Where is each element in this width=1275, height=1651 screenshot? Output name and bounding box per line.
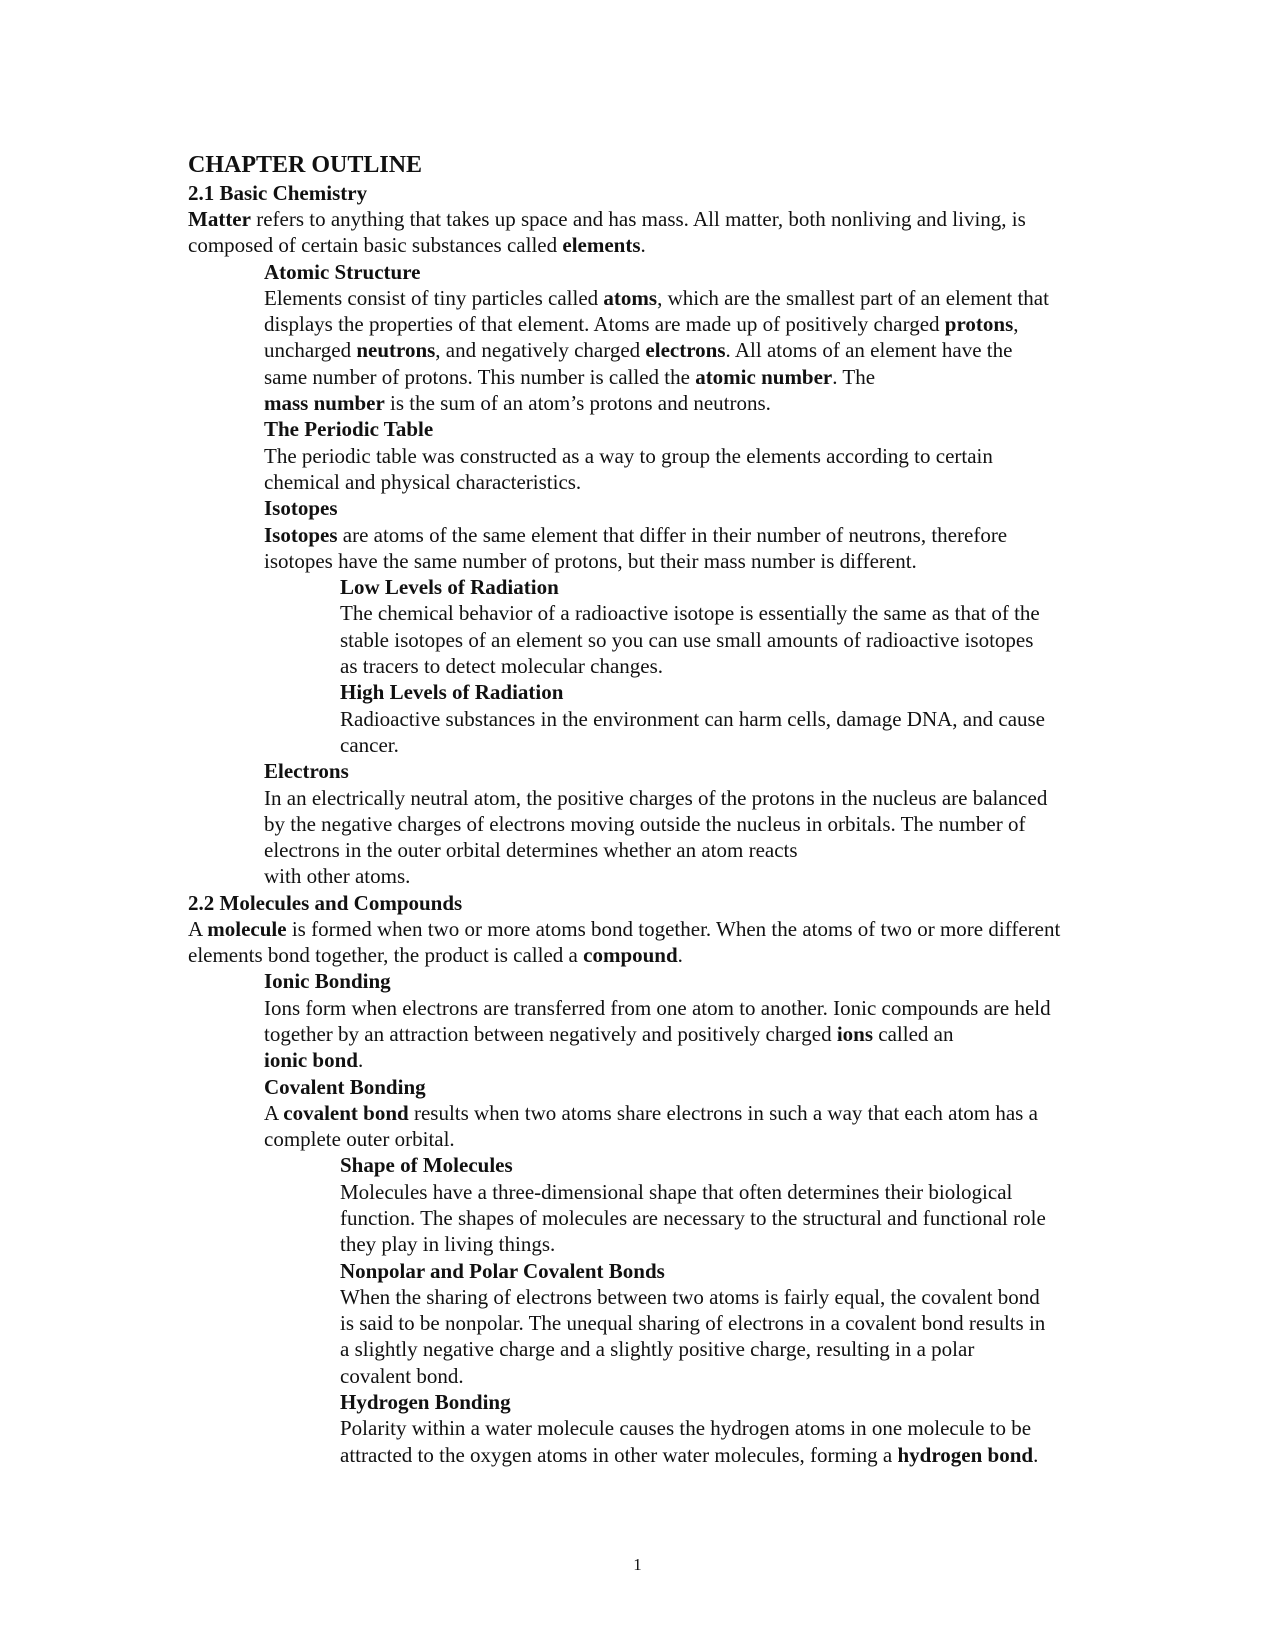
shape-of-molecules-heading: Shape of Molecules: [340, 1153, 513, 1178]
page-number: 1: [633, 1555, 642, 1574]
periodic-table-text: The periodic table was constructed as a way to group the elements according to certain chemical and physical characteristics.: [264, 443, 993, 494]
ionic-bonding-heading: Ionic Bonding: [264, 969, 391, 994]
section-2-2-intro: A molecule is formed when two or more atoms bond together. When the atoms of two or more different elements bond together, the product is called a compound.: [188, 916, 1061, 968]
low-radiation-text: The chemical behavior of a radioactive isotope is essentially the same as that of the stable isotopes of an element so you can use small amounts of radioactive isotopes as tracers to detect molecular changes.: [340, 601, 1040, 679]
covalent-subsections: [264, 1152, 1088, 1468]
atomic-structure-heading: Atomic Structure: [264, 259, 421, 284]
periodic-table-heading: The Periodic Table: [264, 417, 434, 442]
high-radiation-heading: High Levels of Radiation: [340, 680, 564, 705]
radiation-block: [264, 574, 1088, 758]
hydrogen-bonding-text: Polarity within a water molecule causes the hydrogen atoms in one molecule to be attracted to the oxygen atoms in other water molecules, forming a hydrogen bond.: [340, 1416, 1039, 1467]
section-2-1-intro: Matter refers to anything that takes up space and has mass. All matter, both nonliving and living, is composed of certain basic substances called elements.: [188, 207, 1026, 258]
polar-bonds-heading: Nonpolar and Polar Covalent Bonds: [340, 1258, 665, 1283]
atomic-structure-block: [188, 259, 1088, 890]
electrons-text: In an electrically neutral atom, the positive charges of the protons in the nucleus are balanced by the negative charges of electrons moving outside the nucleus in orbitals. The number of electrons in the outer orbital determines whether an atom reacts with other atoms.: [264, 785, 1048, 889]
atomic-structure-text: Elements consist of tiny particles called atoms, which are the smallest part of an element that displays the properties of that element. Atoms are made up of positively charged protons, uncharged neutrons, and negatively charged electrons. All atoms of an element have the same number of protons. This number is called the atomic number. The mass number is the sum of an atom’s protons and neutrons.: [264, 285, 1049, 416]
electrons-heading: Electrons: [264, 759, 349, 784]
section-2-2-heading: 2.2 Molecules and Compounds: [188, 890, 463, 915]
chapter-outline: [188, 150, 1088, 1468]
polar-bonds-text: When the sharing of electrons between two atoms is fairly equal, the covalent bond is said to be nonpolar. The unequal sharing of electrons in a covalent bond results in a slightly negative charge and a slightly positive charge, resulting in a polar covalent bond.: [340, 1284, 1046, 1388]
hydrogen-bonding-heading: Hydrogen Bonding: [340, 1390, 511, 1415]
isotopes-heading: Isotopes: [264, 496, 338, 521]
chapter-title: CHAPTER OUTLINE: [188, 152, 423, 178]
low-radiation-heading: Low Levels of Radiation: [340, 575, 559, 600]
isotopes-text: Isotopes are atoms of the same element that differ in their number of neutrons, therefore isotopes have the same number of protons, but their mass number is different.: [264, 522, 1008, 573]
high-radiation-text: Radioactive substances in the environment can harm cells, damage DNA, and cause cancer.: [340, 706, 1046, 757]
covalent-bonding-heading: Covalent Bonding: [264, 1074, 426, 1099]
shape-of-molecules-text: Molecules have a three-dimensional shape that often determines their biological function. The shapes of molecules are necessary to the structural and functional role they play in living things.: [340, 1179, 1046, 1257]
bonding-block: [188, 968, 1088, 1468]
ionic-bonding-text: Ions form when electrons are transferred from one atom to another. Ionic compounds are held together by an attraction between negatively and positively charged ions called an ionic bond.: [264, 995, 1051, 1073]
section-2-1-heading: 2.1 Basic Chemistry: [188, 181, 368, 205]
covalent-bonding-text: A covalent bond results when two atoms share electrons in such a way that each atom has a complete outer orbital.: [264, 1100, 1038, 1152]
